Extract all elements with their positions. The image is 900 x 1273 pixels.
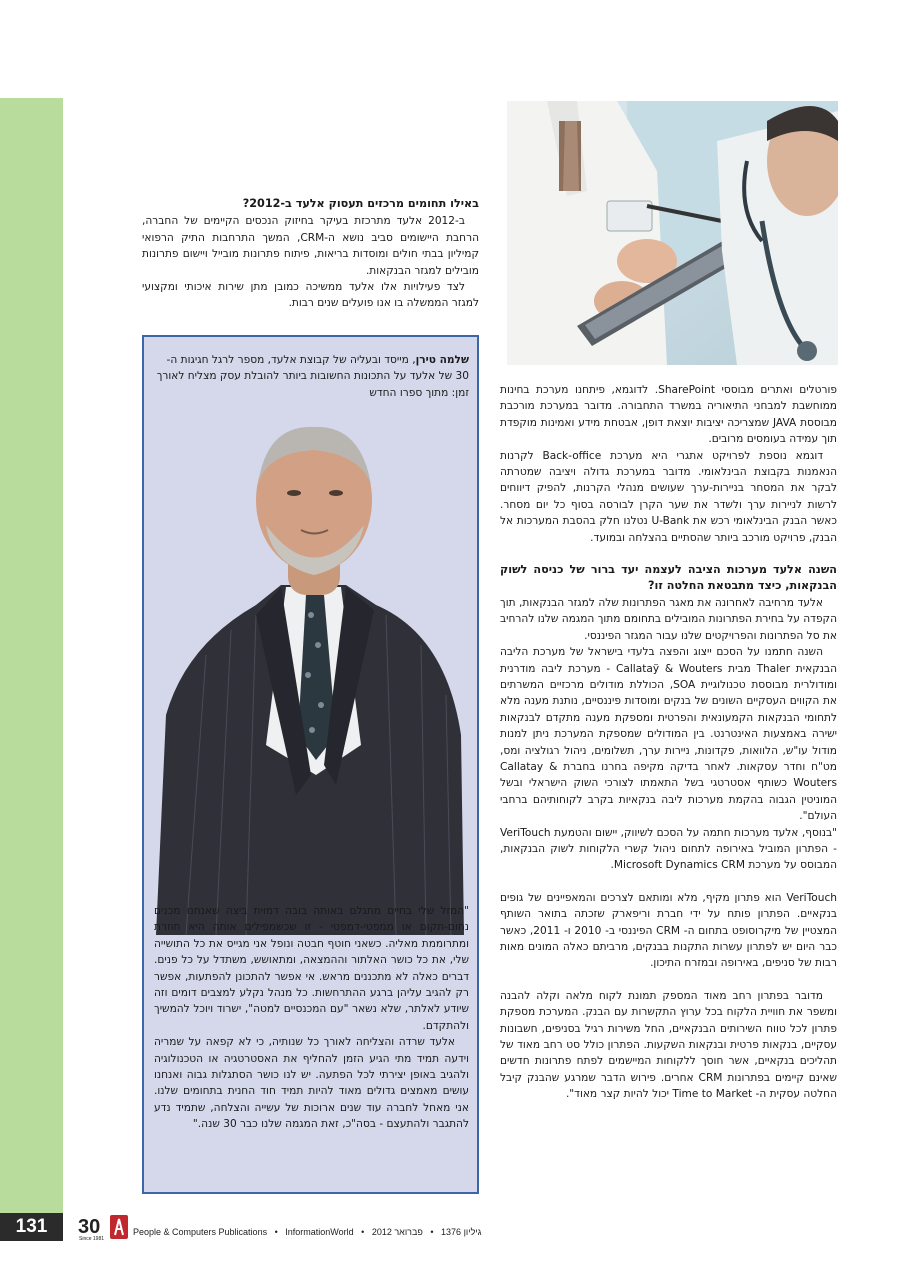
publisher-name: People & Computers Publications — [133, 1227, 268, 1237]
quote-paragraph: "המזל שלי בחיים מתגלם באותה בובה דמוית ביצה שאנחנו מכנים נחום-תקום או ממפטי-דמפטי - זו שכשמפילים אותה היא חוזרת ומתרוממת מאליה. כשאני חוטף חבטה ונופל אני מגייס את כל התושייה שלי, את כל כושר האלתור וההמצאה, ומתאושש, משתדל על כל פנים. דברים כאלה לא מתכננים מראש. אי אפשר להתכונן להפתעות, אפשר רק להגיב עליהן ברגע ההתרחשות. כל מנהל נקלע למצבים דומים וזה שיודע לאלתר, שלא נשאר "עם המכנסיים למטה", ישרוד ויוכל להמשיך ולהתקדם. — [154, 905, 469, 1032]
publication-line — [133, 1227, 482, 1237]
issue-date: פברואר 2012 — [371, 1227, 423, 1237]
publication-name: InformationWorld — [285, 1227, 354, 1237]
section-focus-areas — [142, 196, 479, 312]
founder-quote-box — [142, 335, 479, 1194]
paragraph: ב-2012 אלעד מתרכזת בעיקר בחיזוק הנכסים הקיימים של החברה, הרחבת היישומים סביב נושא ה-CRM, המשך התרחבות התיק הרפואי קמיליון בבתי חולים ומוסדות בריאות, פיתוח פתרונות מובייל ויישום פתרונות מובילים למגזר הבנקאות. — [142, 215, 479, 277]
section-heading: השנה אלעד מערכות הציבה לעצמה יעד ברור של כניסה לשוק הבנקאות, כיצד מתבטאת החלטה זו? — [500, 563, 837, 593]
separator: • — [361, 1227, 365, 1237]
green-margin-strip — [0, 98, 63, 1213]
paragraph: אלעד מרחיבה לאחרונה את מאגר הפתרונות שלה למגזר הבנקאות, תוך הקפדה על בחירת הפתרונות המובילים בתחומם מתוך המגמה שלנו להרחיב את סל הפתרונות והפרויקטים שלנו עבור המגזר הפיננסי. — [500, 596, 837, 642]
anniversary-logo — [78, 1213, 132, 1241]
section-heading: באילו תחומים מרכזים תעסוק אלעד ב-2012? — [242, 197, 479, 210]
founder-portrait — [146, 415, 475, 935]
logo-emblem-icon — [110, 1215, 128, 1239]
doctors-photo — [507, 101, 838, 365]
founder-caption — [154, 352, 469, 401]
quote-paragraph: אלעד שרדה והצליחה לאורך כל שנותיה, כי לא קפאה על שמריה וידעה תמיד מתי הגיע הזמן להחליף את האסטרטגיה או הטכנולוגיה ולהגיב באופן יצירתי לכל הפתעה. יש לנו כושר הסתגלות גבוה ואנחנו עושים מאמצים גדולים מאוד להיות תמיד חוד החנית בתחומים שלנו. אני מאחל לחברה עוד שנים ארוכות של עשייה והצלחה, שתמיד נדע להתגבר ולהתעצם - בסה"כ, זאת המגמה שלנו כבר 30 שנה." — [154, 1036, 469, 1131]
section-banking — [500, 382, 837, 1103]
issue-number: גיליון 1376 — [441, 1227, 482, 1237]
logo-number: 30 — [78, 1216, 101, 1238]
paragraph: פורטלים ואתרים מבוססי SharePoint. לדוגמא, פיתחנו מערכת בחינות ממוחשבת למבחני התיאוריה במשרד התחבורה. מדובר במערכת מורכבת מבוססת JAVA שמצריכה יציבות יוצאת דופן, אבטחת מידע ואמינות מוקפדת תוך עמידה בעומסים מרובים. — [500, 384, 837, 446]
separator: • — [274, 1227, 278, 1237]
separator: • — [430, 1227, 434, 1237]
page-footer — [0, 1213, 900, 1243]
caption-text: , מייסד ובעליה של קבוצת אלעד, מספר לרגל חגיגות ה- 30 של אלעד על התכונות החשובות ביותר להובלת עסק מצליח לאורך זמן: מתוך ספרו החדש — [156, 354, 469, 399]
founder-quote — [154, 903, 469, 1133]
page-number: 131 — [0, 1213, 63, 1241]
paragraph: מדובר בפתרון רחב מאוד המספק תמונת לקוח מלאה וקלה להבנה ומשפר את חוויית הלקוח בכל ערוץ התקשרות עם הבנק. המערכת מספקת פתרון לכל טווח השירותים הבנקאיים, החל משירות רגיל בסניפים, חשבונות עסקיים, בנקאות פרטית ובנקאות השקעות. הפתרון כולל סט רחב מאוד של תהליכים בנקאיים, אשר חוסך ללקוחות המיישמים לפתח פתרונות חדשים שאינם קיימים בפתרונות CRM אחרים. פירוש הדבר שמרגע שהבנק קיבל החלטה עסקית ה- Time to Market יכול להיות קצר מאוד". — [500, 989, 837, 1101]
paragraph: לצד פעילויות אלו אלעד ממשיכה כמובן מתן שירות איכותי ומקצועי למגזר הממשלה בו אנו פועלים שנים רבות. — [142, 281, 479, 310]
paragraph: השנה חתמנו על הסכם ייצוג והפצה בלעדי בישראל של מערכת הליבה הבנקאית Thaler מבית Callataÿ & Wouters - מערכת ליבה מודרנית ומודולרית מבוססת טכנולוגיית SOA, הכוללת מודולים מרכזיים המשרתים את הקווים העסקיים השונים של בנקים ומוסדות פיננסיים, נותנת מענה מלא לתחומי הבנקאות הקמעונאית והפרטית ומספקת מענה מתקדם לבנקאות ישירה באמצעות האינטרנט. בין המודולים שמספקת המערכת ניתן למנות מודול עו"ש, הלוואות, פקדונות, ניירות ערך, תשלומים, ניהול רגולציה ומס, מט"ח וחדר עסקאות. לאחר בדיקה מקיפה בחרנו בחברת Callatay & Wouters כשותף אסטרטגי בשל התאמתו לצורכי השוק הישראלי ובשל המוניטין הגבוה בהקמת מערכות ליבה בנקאיות בקרב לקוחותיהם ברחבי העולם". — [500, 646, 838, 823]
founder-name: שלמה טירן — [415, 354, 469, 366]
paragraph: VeriTouch הוא פתרון מקיף, מלא ומותאם לצרכים והמאפיינים של גופים בנקאיים. הפתרון פותח על ידי חברת וריפארק שזכתה בתואר השותף המצטיין של מיקרוסופט בתחום ה- CRM הפיננסי ב- 2010 ו- 2011, כאשר כבר היום יש לפתרון עשרות התקנות בבנקים, מרביתם כאלה המונים מאות רבות של סניפים, באירופה ובמזרח התיכון. — [500, 891, 838, 970]
logo-since: Since 1981 — [79, 1236, 105, 1241]
paragraph: דוגמא נוספת לפרויקט אתגרי היא מערכת Back-office לקרנות הנאמנות בקבוצת הבינלאומי. מדובר במערכת גדולה ויציבה שמטרתה לבקר את המסחר בניירות-ערך שעושים מנהלי הקרנות, להפיק דיווחים לרשות לניירות ערך ולשדר את שער הקרן לבורסה בסוף כל יום מסחר. כאשר הבנק הבינלאומי רכש את U-Bank נטלנו חלק בהסבת המערכות אל הבנק, פרויקט מורכב ביותר שהסתיים בהצלחה ובמועד. — [500, 449, 837, 544]
paragraph: "בנוסף, אלעד מערכות חתמה על הסכם לשיווק, יישום והטמעת VeriTouch - הפתרון המוביל באירופה לתחום ניהול קשרי הלקוחות לשוק הבנקאות, המבוסס על מערכת Microsoft Dynamics CRM. — [500, 826, 837, 872]
